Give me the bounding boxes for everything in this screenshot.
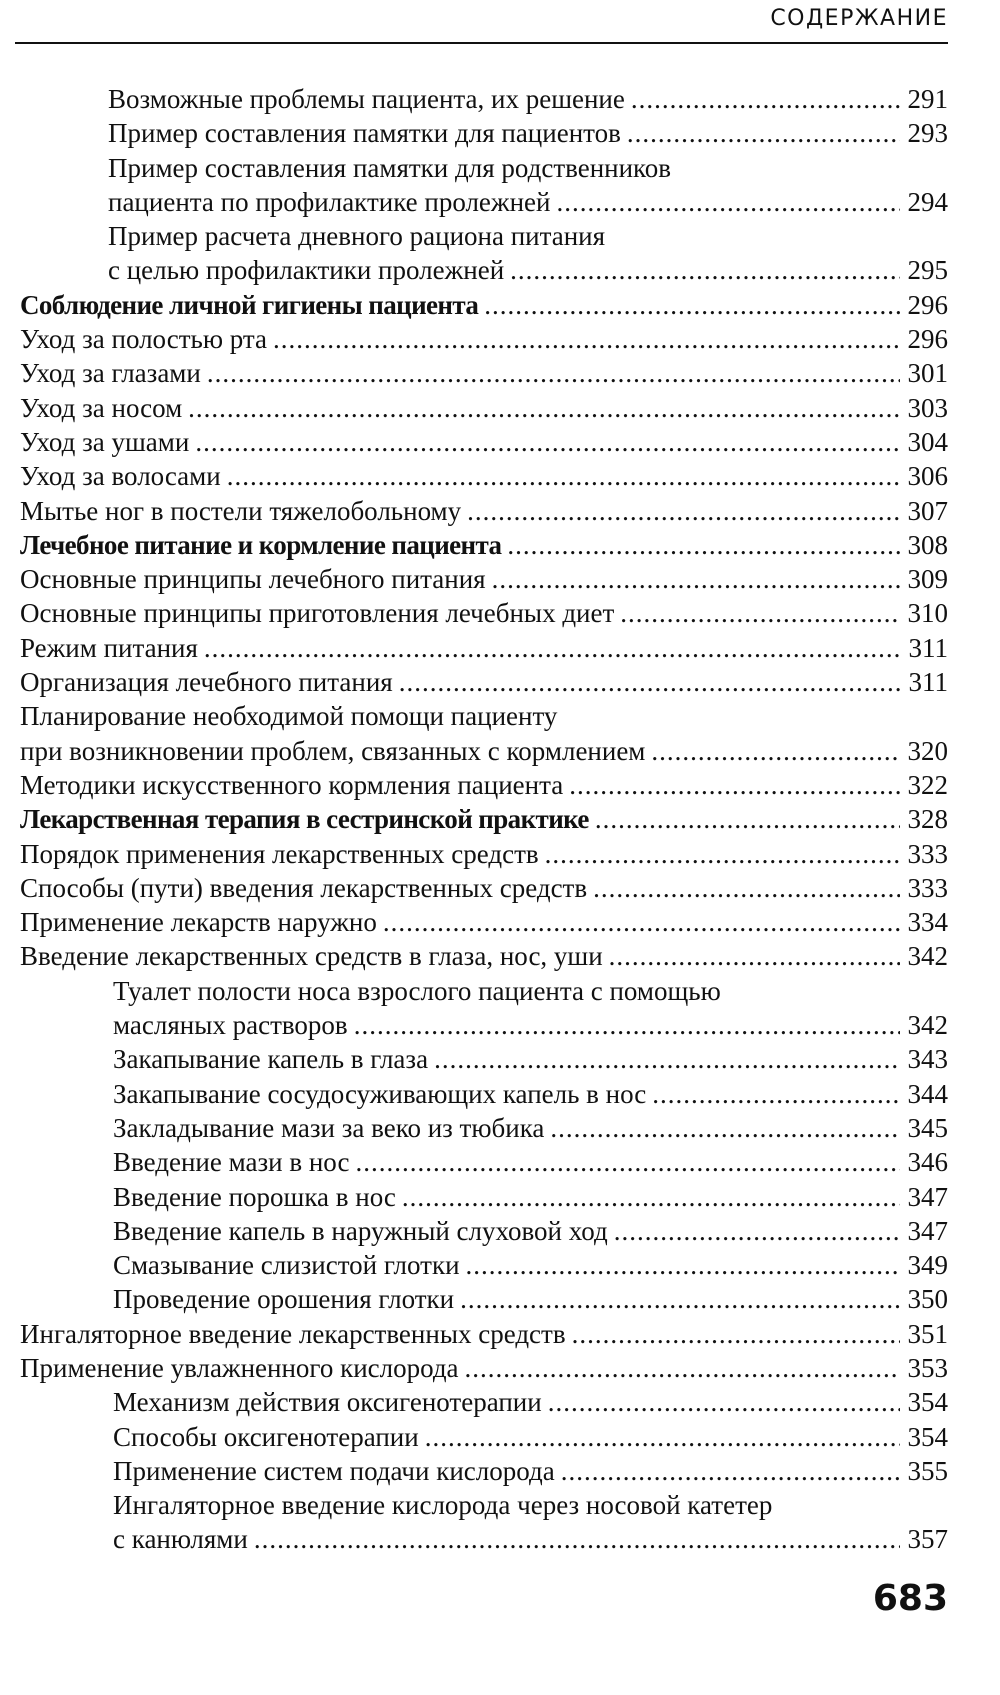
toc-entry — [113, 1488, 948, 1557]
dot-leader — [595, 802, 900, 836]
toc-entry-title: Проведение орошения глотки — [113, 1284, 455, 1315]
toc-entry-title: Введение лекарственных средств в глаза, нос, уши — [20, 941, 603, 972]
dot-leader — [465, 1351, 900, 1385]
toc-page-number: 295 — [907, 255, 948, 286]
toc-page-number: 354 — [907, 1421, 948, 1452]
toc-section-entry — [20, 528, 948, 562]
toc-entry-title: Закапывание сосудосуживающих капель в нос — [113, 1078, 647, 1109]
toc-entry-line — [20, 494, 948, 528]
toc-entry — [20, 665, 948, 699]
dot-leader — [569, 768, 900, 802]
toc-page-number: 333 — [907, 838, 948, 869]
toc-entry — [20, 768, 948, 802]
toc-entry — [108, 151, 948, 220]
toc-entry-line — [113, 1282, 948, 1316]
toc-entry — [113, 1248, 948, 1282]
toc-entry-title: Соблюдение личной гигиены пациента — [20, 289, 479, 320]
toc-entry-line — [20, 322, 948, 356]
toc-page-number: 320 — [907, 735, 948, 766]
toc-entry-line — [20, 665, 948, 699]
toc-page-number: 334 — [907, 907, 948, 938]
toc-page-number: 291 — [907, 84, 948, 114]
toc-entry-line — [113, 1111, 948, 1145]
toc-entry-title: с целью профилактики пролежней — [108, 255, 505, 286]
toc-entry-title: пациента по профилактике пролежней — [108, 186, 551, 217]
dot-leader — [556, 185, 900, 219]
toc-entry-line — [20, 288, 948, 322]
dot-leader — [434, 1042, 900, 1076]
toc-page-number: 303 — [907, 392, 948, 423]
toc-entry — [113, 1180, 948, 1214]
toc-entry — [20, 494, 948, 528]
toc-entry-line — [113, 1180, 948, 1214]
toc-entry-line — [20, 562, 948, 596]
toc-section-entry — [20, 288, 948, 322]
toc-entry-title: Способы оксигенотерапии — [113, 1421, 419, 1452]
toc-entry-title: с канюлями — [113, 1524, 248, 1555]
toc-entry-line — [20, 768, 948, 802]
toc-entry-line — [20, 391, 948, 425]
toc-entry-line — [20, 356, 948, 390]
toc-entry-line — [113, 1248, 948, 1282]
dot-leader — [355, 1145, 900, 1179]
toc-entry — [20, 356, 948, 390]
toc-entry-line — [113, 1077, 948, 1111]
toc-page-number: 310 — [907, 598, 948, 629]
toc-entry — [108, 116, 948, 150]
toc-entry-title: Закапывание капель в глаза — [113, 1044, 429, 1075]
dot-leader — [204, 631, 900, 665]
dot-leader — [207, 356, 900, 390]
toc-entry-line — [20, 528, 948, 562]
toc-entry-line — [20, 1317, 948, 1351]
toc-page-number: 355 — [907, 1455, 948, 1486]
toc-entry-title: Порядок применения лекарственных средств — [20, 838, 539, 869]
dot-leader — [484, 288, 900, 322]
toc-page-number: 350 — [907, 1284, 948, 1315]
toc-page-number: 342 — [907, 941, 948, 972]
toc-entry-title: Пример составления памятки для родственников — [108, 152, 672, 183]
toc-entry-title: Смазывание слизистой глотки — [113, 1250, 460, 1281]
toc-entry-line — [20, 871, 948, 905]
toc-entry — [113, 1420, 948, 1454]
dot-leader — [609, 939, 900, 973]
dot-leader — [550, 1111, 900, 1145]
toc-entry — [113, 1077, 948, 1111]
dot-leader — [614, 1214, 900, 1248]
toc-entry-line — [113, 1385, 948, 1419]
toc-entry — [113, 974, 948, 1043]
toc-entry-title: Механизм действия оксигенотерапии — [113, 1387, 542, 1418]
toc-entry-line — [20, 802, 948, 836]
toc-entry — [20, 939, 948, 973]
toc-entry-title: Ингаляторное введение лекарственных средств — [20, 1318, 566, 1349]
dot-leader — [652, 1077, 900, 1111]
toc-page-number: 349 — [907, 1250, 948, 1281]
toc-page-number: 353 — [907, 1352, 948, 1383]
dot-leader — [273, 322, 900, 356]
toc-entry-title: Применение систем подачи кислорода — [113, 1455, 555, 1486]
toc-page-number: 345 — [907, 1112, 948, 1143]
toc-entry-title: Туалет полости носа взрослого пациента с помощью — [113, 975, 721, 1006]
toc-page-number: 333 — [907, 872, 948, 903]
toc-entry — [20, 871, 948, 905]
toc-entry-line — [20, 699, 948, 733]
toc-page-number: 346 — [907, 1147, 948, 1178]
toc-entry-title: Способы (пути) введения лекарственных средств — [20, 872, 588, 903]
dot-leader — [572, 1317, 900, 1351]
toc-entry — [108, 82, 948, 116]
toc-page-number: 342 — [907, 1010, 948, 1041]
toc-page-number: 304 — [907, 426, 948, 457]
toc-entry-line — [113, 1008, 948, 1042]
dot-leader — [492, 562, 900, 596]
toc-entry-title: Режим питания — [20, 632, 198, 663]
toc-page-number: 296 — [907, 324, 948, 355]
toc-entry-title: Уход за глазами — [20, 358, 201, 389]
toc-page-number: 308 — [907, 529, 948, 560]
toc-entry-title: Применение увлажненного кислорода — [20, 1352, 459, 1383]
toc-page-number: 322 — [907, 769, 948, 800]
toc-page-number: 311 — [908, 632, 948, 663]
toc-entry-line — [20, 837, 948, 871]
dot-leader — [467, 494, 900, 528]
toc-entry — [20, 391, 948, 425]
toc-entry-line — [20, 631, 948, 665]
toc-entry-line — [20, 905, 948, 939]
toc-entry-title: Уход за носом — [20, 392, 183, 423]
toc-entry-line — [113, 1214, 948, 1248]
dot-leader — [561, 1454, 900, 1488]
toc-entry — [113, 1214, 948, 1248]
toc-entry — [113, 1145, 948, 1179]
toc-page-number: 307 — [907, 495, 948, 526]
toc-entry-line — [113, 1454, 948, 1488]
dot-leader — [354, 1008, 900, 1042]
toc-entry-line — [108, 185, 948, 219]
toc-entry-line — [20, 939, 948, 973]
toc-entry-line — [113, 1145, 948, 1179]
toc-entry-line — [20, 734, 948, 768]
toc-entry-line — [113, 1420, 948, 1454]
toc-entry — [113, 1454, 948, 1488]
toc-entry-title: Введение капель в наружный слуховой ход — [113, 1215, 608, 1246]
toc-entry — [20, 1317, 948, 1351]
dot-leader — [383, 905, 900, 939]
toc-page-number: 311 — [908, 667, 948, 698]
toc-page-number: 309 — [907, 564, 948, 595]
running-header: СОДЕРЖАНИЕ — [770, 6, 948, 31]
toc-page-number: 357 — [907, 1524, 948, 1555]
toc-page-number: 354 — [907, 1387, 948, 1418]
toc-page-number: 293 — [907, 118, 948, 149]
table-of-contents — [0, 82, 1000, 1557]
toc-entry-title: Возможные проблемы пациента, их решение — [108, 84, 625, 114]
toc-entry-title: Мытье ног в постели тяжелобольному — [20, 495, 462, 526]
toc-entry-line — [20, 596, 948, 630]
toc-entry — [20, 905, 948, 939]
dot-leader — [510, 253, 900, 287]
toc-entry-title: Закладывание мази за веко из тюбика — [113, 1112, 545, 1143]
toc-entry-title: при возникновении проблем, связанных с кормлением — [20, 735, 646, 766]
toc-entry-title: Основные принципы лечебного питания — [20, 564, 486, 595]
toc-page-number: 343 — [907, 1044, 948, 1075]
toc-entry — [20, 1351, 948, 1385]
dot-leader — [402, 1180, 900, 1214]
toc-page-number: 347 — [907, 1215, 948, 1246]
dot-leader — [227, 459, 900, 493]
dot-leader — [188, 391, 900, 425]
toc-entry-line — [108, 82, 948, 116]
toc-entry-title: Лечебное питание и кормление пациента — [20, 529, 502, 560]
toc-entry-line — [20, 459, 948, 493]
toc-page-number: 328 — [907, 804, 948, 835]
toc-entry-title: Уход за полостью рта — [20, 324, 268, 355]
toc-entry — [20, 322, 948, 356]
toc-entry-title: Ингаляторное введение кислорода через носовой катетер — [113, 1490, 773, 1521]
toc-page-number: 294 — [907, 186, 948, 217]
header-rule — [15, 42, 948, 44]
dot-leader — [460, 1282, 900, 1316]
toc-page-number: 301 — [907, 358, 948, 389]
dot-leader — [651, 734, 900, 768]
toc-entry — [20, 699, 948, 768]
dot-leader — [548, 1385, 900, 1419]
dot-leader — [627, 116, 900, 150]
toc-entry — [20, 425, 948, 459]
toc-entry — [20, 837, 948, 871]
dot-leader — [620, 596, 900, 630]
dot-leader — [631, 82, 900, 116]
toc-entry-title: Применение лекарств наружно — [20, 907, 377, 938]
toc-entry — [113, 1111, 948, 1145]
toc-entry-line — [108, 253, 948, 287]
toc-entry-line — [108, 116, 948, 150]
toc-entry-line — [20, 1351, 948, 1385]
toc-entry-title: Основные принципы приготовления лечебных диет — [20, 598, 615, 629]
toc-entry — [113, 1282, 948, 1316]
toc-entry — [20, 562, 948, 596]
toc-entry-title: Уход за волосами — [20, 461, 221, 492]
toc-page-number: 347 — [907, 1181, 948, 1212]
toc-entry-title: Планирование необходимой помощи пациенту — [20, 701, 558, 732]
toc-entry-line — [108, 151, 948, 185]
toc-entry-line — [20, 425, 948, 459]
page-number: 683 — [872, 1578, 948, 1619]
toc-entry-line — [113, 1522, 948, 1556]
dot-leader — [399, 665, 900, 699]
dot-leader — [254, 1522, 900, 1556]
dot-leader — [593, 871, 900, 905]
dot-leader — [466, 1248, 900, 1282]
toc-entry-title: масляных растворов — [113, 1010, 348, 1041]
toc-entry-title: Пример расчета дневного рациона питания — [108, 221, 606, 252]
toc-entry-line — [113, 1042, 948, 1076]
dot-leader — [507, 528, 900, 562]
toc-entry — [108, 219, 948, 288]
toc-entry-title: Пример составления памятки для пациентов — [108, 118, 621, 149]
toc-entry — [20, 459, 948, 493]
toc-entry-line — [113, 974, 948, 1008]
toc-entry-line — [113, 1488, 948, 1522]
toc-page-number: 296 — [907, 289, 948, 320]
toc-entry — [113, 1385, 948, 1419]
toc-entry — [20, 596, 948, 630]
toc-section-entry — [20, 802, 948, 836]
toc-entry-title: Уход за ушами — [20, 426, 190, 457]
toc-page-number: 306 — [907, 461, 948, 492]
toc-entry-title: Методики искусственного кормления пациента — [20, 769, 564, 800]
toc-entry — [113, 1042, 948, 1076]
toc-entry-title: Лекарственная терапия в сестринской практике — [20, 804, 589, 835]
dot-leader — [425, 1420, 900, 1454]
dot-leader — [545, 837, 900, 871]
dot-leader — [195, 425, 900, 459]
toc-entry-line — [108, 219, 948, 253]
toc-page-number: 351 — [907, 1318, 948, 1349]
toc-entry-title: Введение порошка в нос — [113, 1181, 396, 1212]
toc-entry — [20, 631, 948, 665]
toc-entry-title: Введение мази в нос — [113, 1147, 350, 1178]
toc-entry-title: Организация лечебного питания — [20, 667, 393, 698]
toc-page-number: 344 — [907, 1078, 948, 1109]
